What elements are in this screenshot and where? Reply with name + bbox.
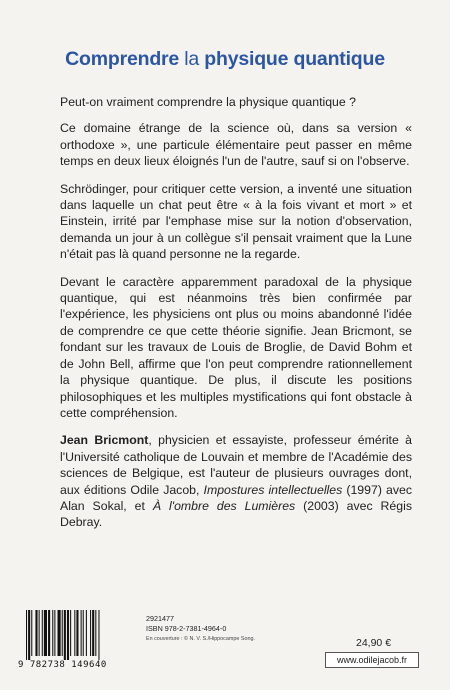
barcode-bar (26, 610, 27, 660)
publication-info (146, 614, 255, 645)
barcode-bar (62, 610, 63, 656)
cover-credit: En couverture : © N. V. S./Hippocampe Song. (146, 636, 255, 643)
book-title-2: À l'ombre des Lumières (152, 498, 296, 513)
publisher-url: www.odilejacob.fr (325, 652, 419, 668)
price: 24,90 € (356, 637, 392, 649)
barcode-bar (70, 610, 71, 656)
product-code: 2921477 (146, 614, 174, 623)
barcode-bar (58, 610, 61, 656)
barcode-bar (95, 610, 96, 656)
isbn-text: ISBN 978-2-7381-4964-0 (146, 624, 227, 634)
barcode-bar (35, 610, 37, 656)
blurb-body (60, 94, 412, 542)
book-title-1: Impostures intellectuelles (203, 482, 343, 497)
blurb-paragraph-4: Devant le caractère apparemment paradoxal de la physique quantique, qui est néanmoins très bien confirmée par l'expérience, les physiciens ont plus ou moins abandonné l'idée de comprendre ce que cette théorie signifie. Jean Bricmont, se fondant sur les travaux de Louis de Broglie, de David Bohm et de John Bell, affirme que l'on peut comprendre rationnellement la physique quantique. De plus, il discute les positions philosophiques et les multiples mystifications qui font obstacle à cette compréhension. (60, 274, 412, 420)
barcode-bar (42, 610, 43, 656)
author-bio (60, 432, 412, 530)
barcode-bar (64, 610, 66, 660)
blurb-paragraph-2: Ce domaine étrange de la science où, dans sa version « orthodoxe », une particule élémentaire peut passer en même temps en deux lieux éloignés l'un de l'autre, sauf si on l'observe. (60, 121, 412, 169)
bio-text-1: , physicien et essayiste, professeur émérite à l'Université catholique de Louvain et membre de l'Académie des sciences de Belgique, est l'auteur de plusieurs ouvrages dont, aux éditions Odile Jacob, (60, 433, 412, 497)
title-part-1: Comprendre (65, 48, 180, 70)
bio-text-3: (2003) avec Régis Debray. (60, 498, 412, 530)
blurb-paragraph-3: Schrödinger, pour critiquer cette version, a inventé une situation dans laquelle un chat peut être « à la fois vivant et mort » et Einstein, irrité par l'emphase mise sur la notion d'observation, demanda un jour à un collègue s'il pensait vraiment que la Lune n'était pas là quand personne ne la regarde. (60, 181, 412, 262)
barcode-digits: 9 782738 149640 (18, 660, 107, 670)
bio-text-2: (1997) avec Alan Sokal, et (60, 482, 412, 513)
title-part-2: la (179, 48, 205, 70)
barcode-bar (67, 610, 69, 660)
barcode-bar (54, 610, 55, 656)
barcode-bar (76, 610, 78, 656)
barcode-bars (18, 608, 138, 660)
barcode-bar (81, 610, 82, 656)
barcode-bar (98, 610, 99, 660)
blurb-question: Peut-on vraiment comprendre la physique quantique ? (60, 95, 356, 109)
title-part-3: physique quantique (204, 48, 385, 70)
barcode-bar (52, 610, 53, 656)
barcode-bar (31, 610, 32, 656)
barcode-bar (28, 610, 30, 660)
barcode-bar (90, 610, 91, 656)
barcode-bar (39, 610, 40, 656)
barcode-bar (92, 610, 94, 656)
book-title (0, 48, 450, 71)
barcode-bar (48, 610, 50, 656)
barcode-bar (44, 610, 47, 656)
barcode-bar (83, 610, 84, 656)
author-name: Jean Bricmont (60, 433, 149, 448)
barcode-bar (74, 610, 75, 656)
isbn-barcode (18, 608, 138, 678)
barcode-bar (86, 610, 87, 656)
